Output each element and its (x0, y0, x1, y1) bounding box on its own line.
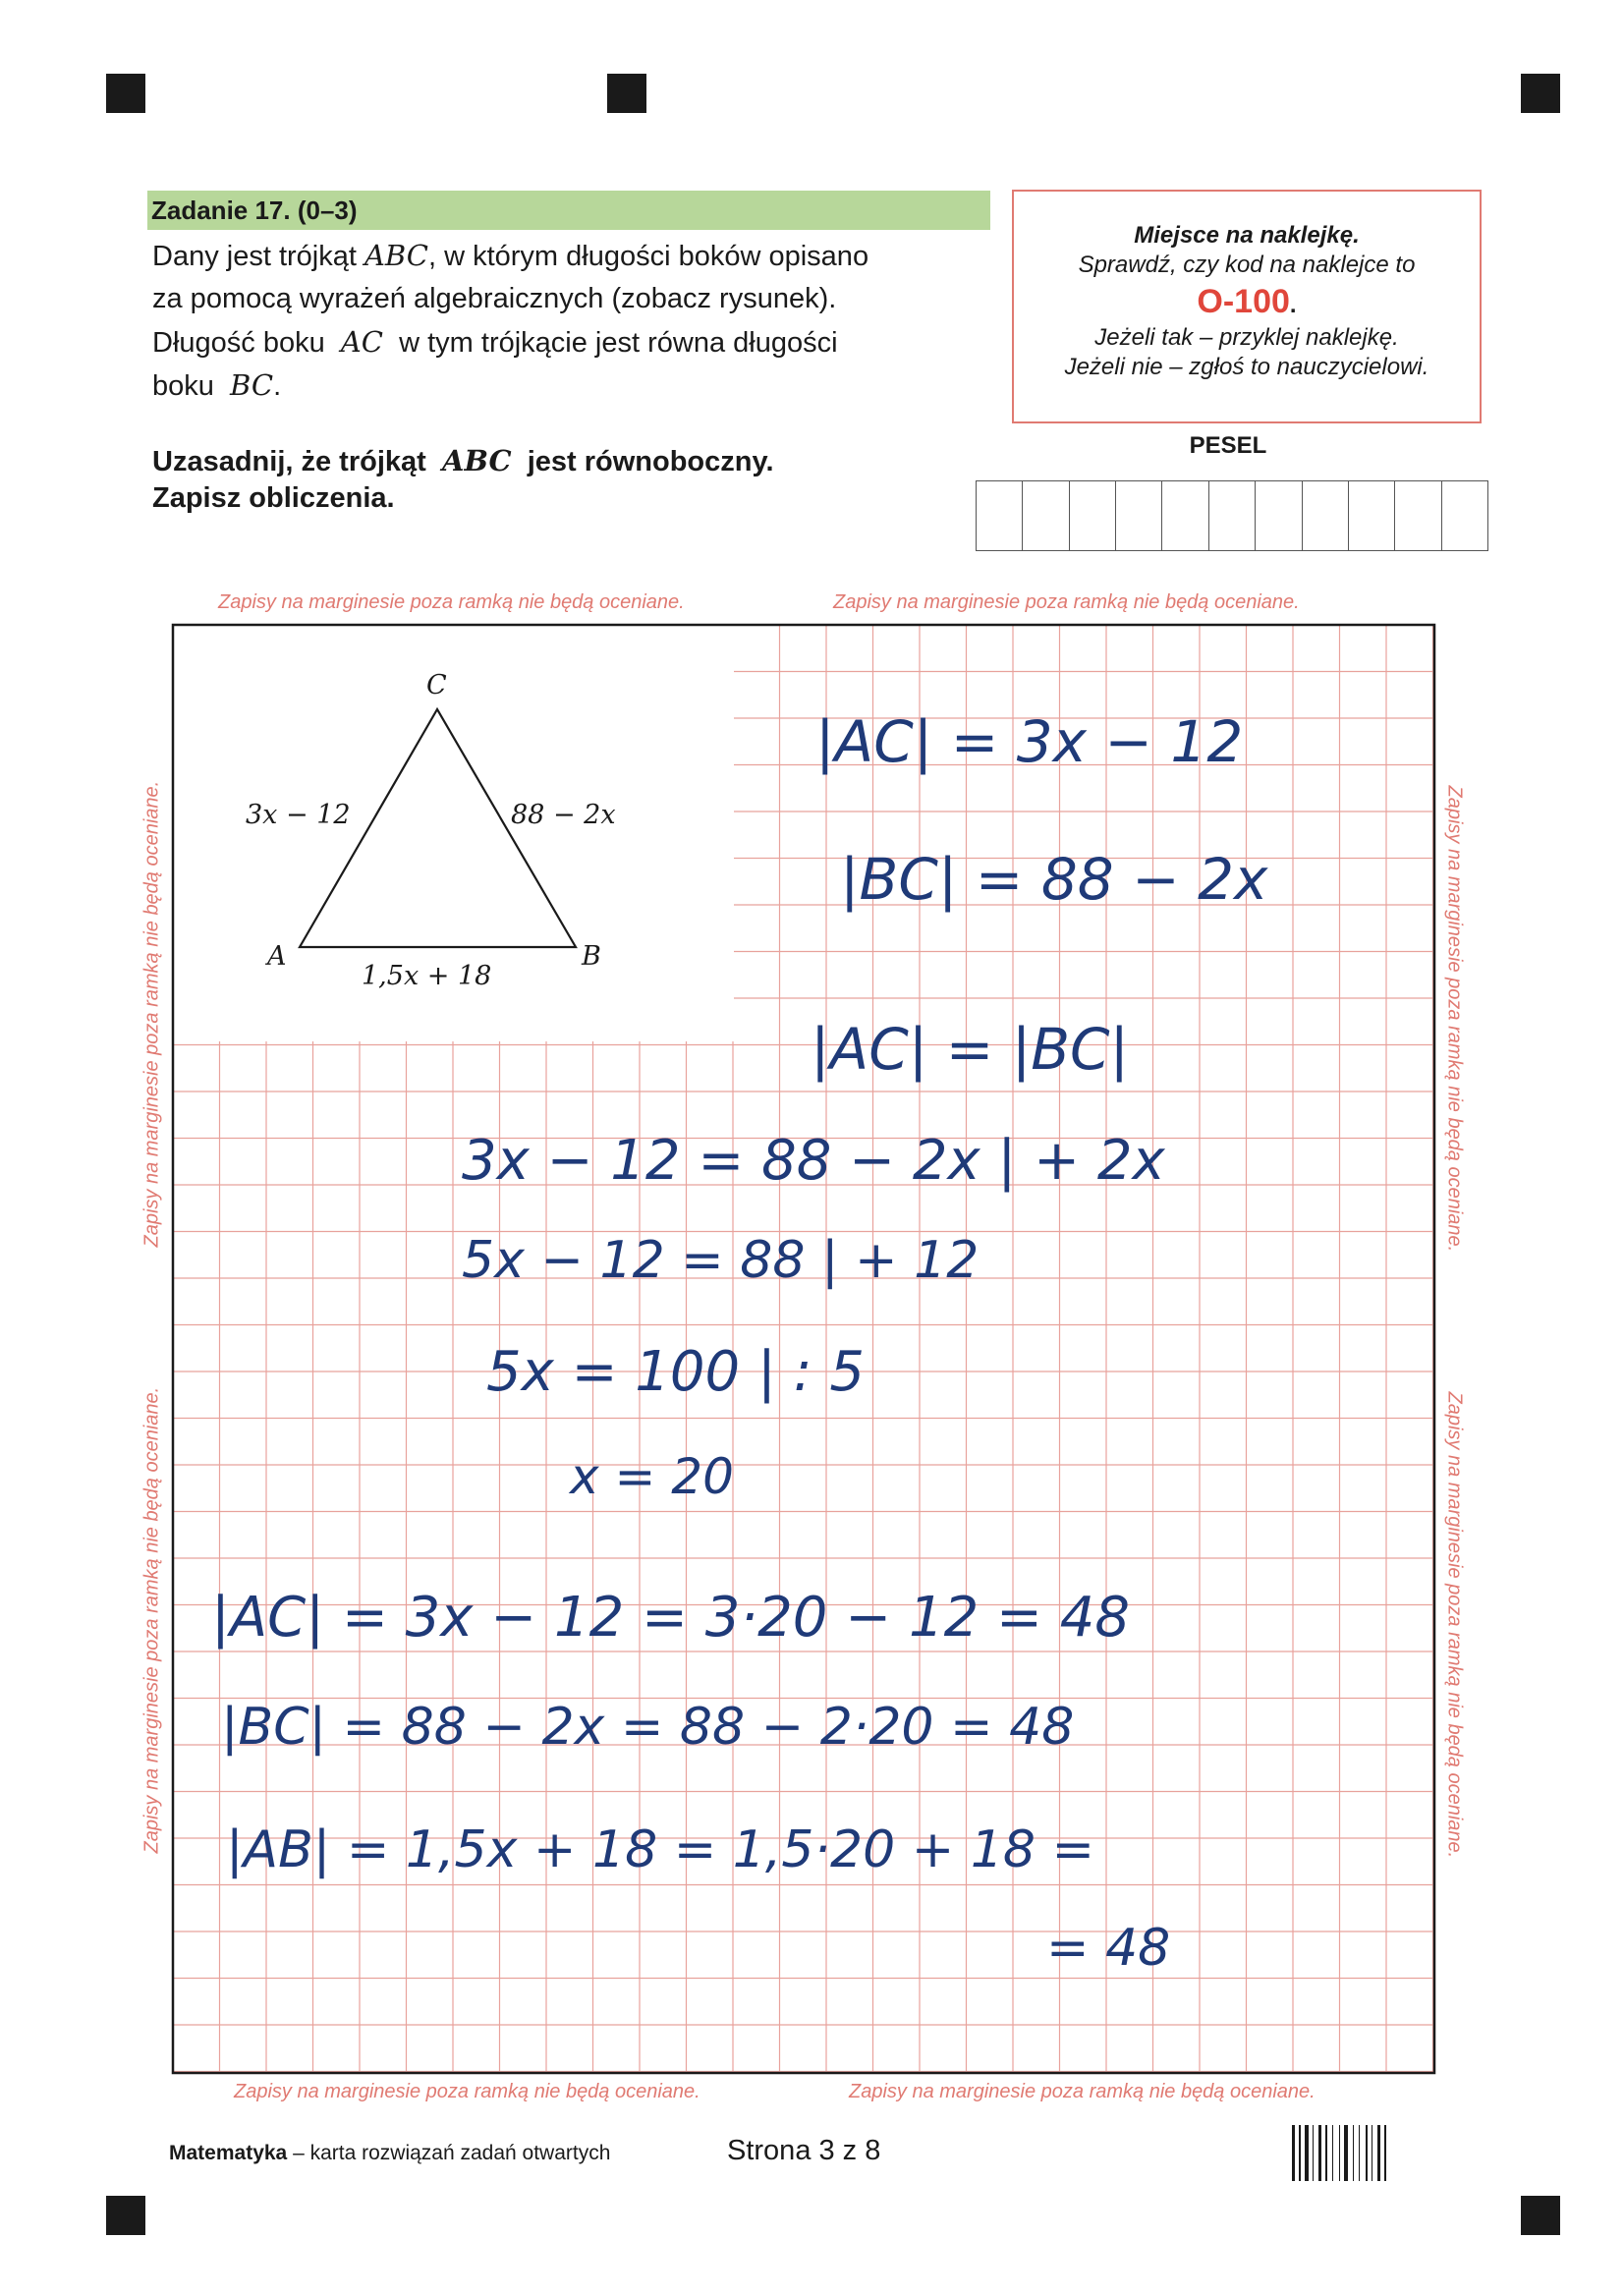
handwritten-line: = 48 (1046, 1919, 1171, 1978)
margin-note-left-upper: Zapisy na marginesie poza ramką nie będą oceniane. (140, 780, 163, 1248)
math-abc: ABC (364, 239, 428, 272)
sticker-title: Miejsce na naklejkę. (1134, 222, 1360, 249)
margin-note-left-lower: Zapisy na marginesie poza ramką nie będą oceniane. (140, 1386, 163, 1854)
handwritten-line: |BC| = 88 − 2x (840, 846, 1268, 913)
margin-note-top-right: Zapisy na marginesie poza ramką nie będą oceniane. (833, 591, 1300, 613)
task-intro-line-2: za pomocą wyrażeń algebraicznych (zobacz rysunek). (152, 283, 837, 314)
handwritten-line: |BC| = 88 − 2x = 88 − 2·20 = 48 (221, 1698, 1075, 1757)
handwritten-line: 5x − 12 = 88 | + 12 (462, 1231, 980, 1290)
handwritten-line: 3x − 12 = 88 − 2x | + 2x (462, 1129, 1165, 1193)
margin-note-bottom-left: Zapisy na marginesie poza ramką nie będą oceniane. (234, 2081, 700, 2102)
margin-note-right-lower: Zapisy na marginesie poza ramką nie będą oceniane. (1443, 1391, 1466, 1859)
task-instruction-line-2: Zapisz obliczenia. (152, 482, 395, 514)
sticker-no-text: Jeżeli nie – zgłoś to nauczycielowi. (1064, 354, 1429, 380)
vertex-b-label: B (582, 941, 601, 972)
sticker-yes-text: Jeżeli tak – przyklej naklejkę. (1094, 324, 1399, 351)
task-header: Zadanie 17. (0–3) (147, 191, 990, 230)
sticker-check-text: Sprawdź, czy kod na naklejce to (1078, 252, 1416, 278)
margin-note-bottom-right: Zapisy na marginesie poza ramką nie będą oceniane. (849, 2081, 1316, 2102)
math-abc-bold: ABC (441, 444, 512, 477)
task-instruction: Uzasadnij, że trójkąt ABC jest równoboczny. (152, 444, 774, 477)
side-bc-label: 88 − 2x (511, 800, 616, 830)
handwritten-line: |AB| = 1,5x + 18 = 1,5·20 + 18 = (226, 1820, 1095, 1879)
handwritten-line: |AC| = 3x − 12 = 3·20 − 12 = 48 (211, 1586, 1130, 1650)
math-ac: AC (340, 325, 383, 359)
handwritten-line: |AC| = 3x − 12 (815, 708, 1244, 775)
vertex-a-label: A (267, 941, 287, 972)
barcode (1292, 2125, 1386, 2181)
handwritten-line: 5x = 100 | : 5 (486, 1340, 865, 1404)
pesel-label: PESEL (1189, 432, 1267, 459)
footer-subject: Matematyka – karta rozwiązań zadań otwartych (169, 2142, 611, 2164)
handwritten-line: x = 20 (570, 1448, 734, 1505)
side-ab-label: 1,5x + 18 (362, 961, 492, 991)
task-intro-line-4: boku BC. (152, 368, 282, 402)
sticker-code-line: O-100. (1197, 283, 1297, 320)
sticker-code: O-100 (1197, 283, 1290, 320)
task-intro-line-1: Dany jest trójkąt ABC, w którym długości boków opisano (152, 239, 869, 272)
task-intro-line-3: Długość boku AC w tym trójkącie jest równa długości (152, 325, 838, 359)
math-bc: BC (230, 368, 274, 402)
side-ac-label: 3x − 12 (246, 800, 351, 830)
margin-note-right-upper: Zapisy na marginesie poza ramką nie będą oceniane. (1443, 785, 1466, 1253)
margin-note-top-left: Zapisy na marginesie poza ramką nie będą oceniane. (218, 591, 685, 613)
page-number: Strona 3 z 8 (727, 2135, 881, 2166)
vertex-c-label: C (426, 670, 447, 700)
handwritten-line: |AC| = |BC| (811, 1016, 1130, 1083)
